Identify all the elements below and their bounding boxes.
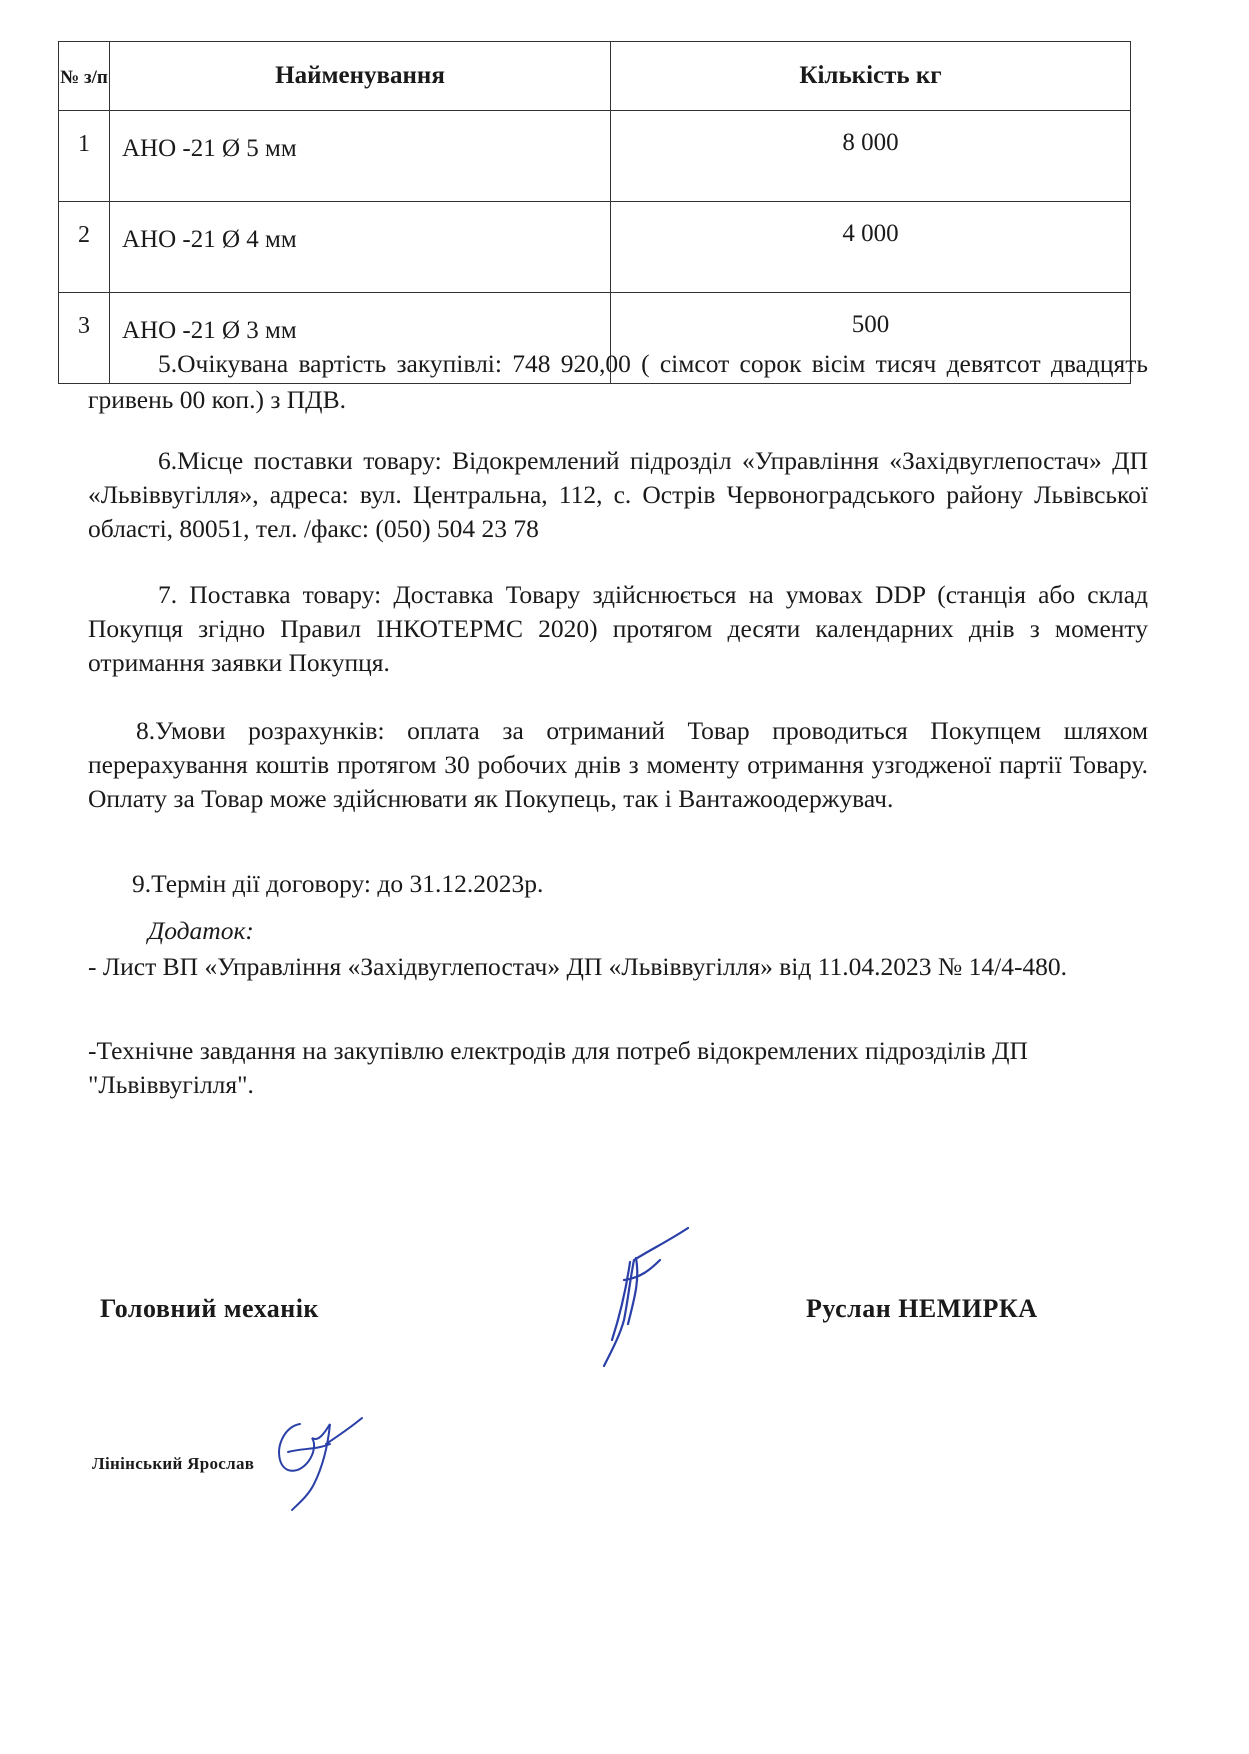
table-header-row [59, 42, 1131, 111]
section-contract-term: 9.Термін дії договору: до 31.12.2023р. [132, 869, 544, 898]
attachment-item: - Лист ВП «Управління «Західвуглепостач» ДП «Львіввугілля» від 11.04.2023 № 14/4-480. [88, 952, 1068, 981]
row-num: 2 [59, 202, 110, 293]
executor-name: Лінінський Ярослав [92, 1454, 255, 1473]
header-qty: Кількість кг [611, 42, 1131, 111]
row-num: 3 [59, 293, 110, 384]
section-delivery-terms: 7. Поставка товару: Доставка Товару здійснюється на умовах DDP (станція або склад Покупця згідно Правил ІНКОТЕРМС 2020) протягом десяти календарних днів з моменту отримання заявки Покупця. [88, 580, 1148, 677]
row-name: АНО -21 Ø 3 мм [110, 293, 611, 384]
table-row [59, 111, 1131, 202]
row-qty: 4 000 [611, 202, 1131, 293]
signature-icon [268, 1404, 368, 1514]
signatory-name: Руслан НЕМИРКА [806, 1294, 1038, 1323]
attachment-item: -Технічне завдання на закупівлю електродів для потреб відокремлених підрозділів ДП "Львіввугілля". [88, 1036, 1028, 1099]
header-name: Найменування [110, 42, 611, 111]
row-qty: 8 000 [611, 111, 1131, 202]
table-row [59, 202, 1131, 293]
section-delivery-place: 6.Місце поставки товару: Відокремлений підрозділ «Управління «Західвуглепостач» ДП «Львіввугілля», адреса: вул. Центральна, 112, с. Острів Червоноградського району Львівської області, 80051, тел. /факс: (050) 504 23 78 [88, 446, 1148, 543]
row-num: 1 [59, 111, 110, 202]
items-table [58, 41, 1131, 384]
header-num: № з/п [59, 42, 110, 111]
attachment-title: Додаток: [148, 916, 254, 945]
row-name: АНО -21 Ø 4 мм [110, 202, 611, 293]
signature-icon [590, 1220, 700, 1370]
row-name: АНО -21 Ø 5 мм [110, 111, 611, 202]
section-payment-terms: 8.Умови розрахунків: оплата за отриманий Товар проводиться Покупцем шляхом перерахування коштів протягом 30 робочих днів з моменту отримання узгодженої партії Товару. Оплату за Товар може здійснювати як Покупець, так і Вантажоодержувач. [88, 716, 1148, 813]
section-expected-cost: 5.Очікувана вартість закупівлі: 748 920,00 ( сімсот сорок вісім тисяч девятсот двадцять гривень 00 коп.) з ПДВ. [88, 349, 1148, 414]
row-qty: 500 [611, 293, 1131, 384]
signatory-position: Головний механік [100, 1294, 319, 1323]
